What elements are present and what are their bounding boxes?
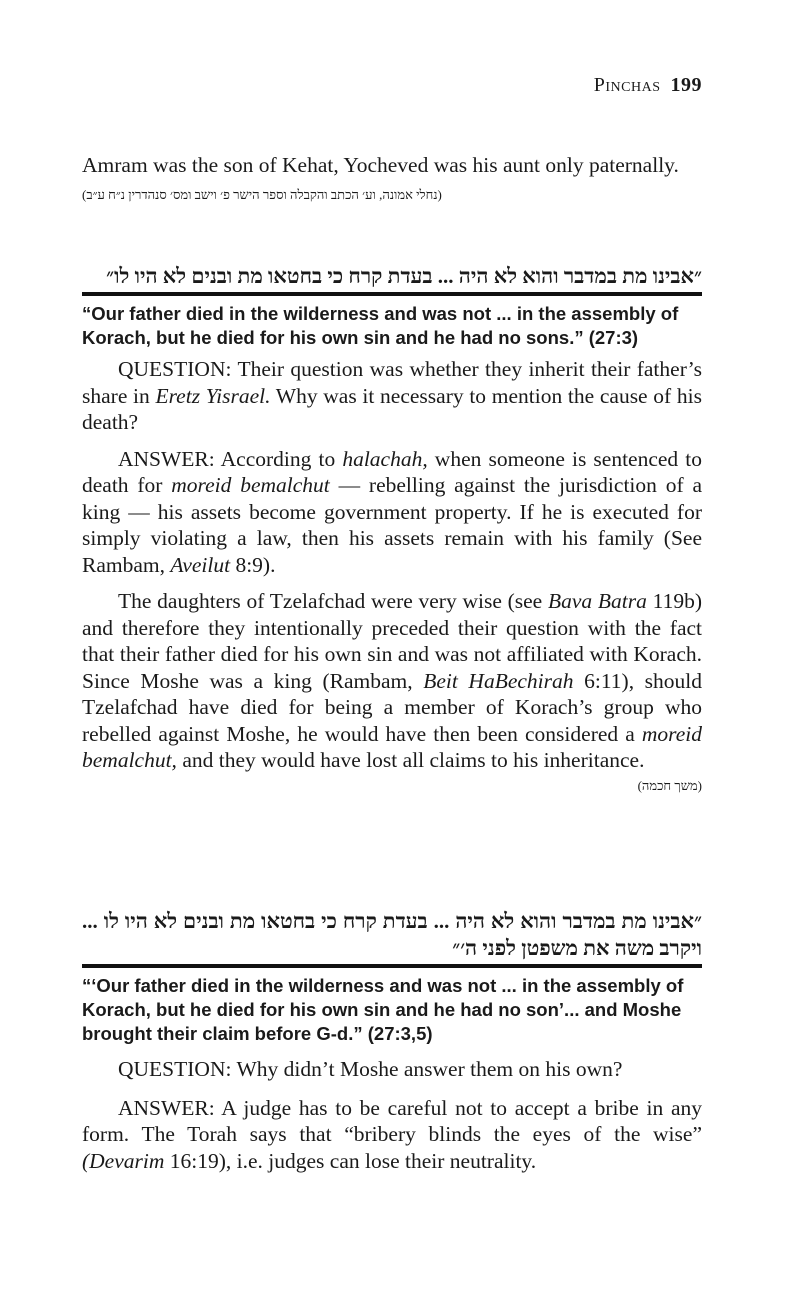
text-run: 119b) and therefore they intentionally preceded their question with the fact that their father died for his own sin and was not affiliated with Korach. Since Moshe was a king (Rambam, [82,589,702,693]
intro-source: (נחלי אמונה, וע׳ הכתב והקבלה וספר הישר פ׳ וישב ומס׳ סנהדרין נ״ח ע״ב) [82,186,442,202]
italic-term: moreid bemalchut [171,473,330,497]
italic-term: Beit HaBechirah [423,668,574,693]
answer-label: ANSWER: [118,1095,215,1120]
italic-term: Aveilut [170,552,231,577]
section-1-source: (משך חכמה) [637,777,702,793]
text-run: when someone is sentenced to death for [82,446,702,497]
running-header-title: Pinchas [593,74,661,96]
section-1 [82,263,702,794]
text-run: According to [214,446,343,471]
section-2 [82,908,702,1174]
text-run: Why didn’t Moshe answer them on his own? [231,1057,623,1081]
section-2-divider [82,964,702,968]
answer-label: ANSWER: [118,446,215,471]
text-run: Why was it necessary to mention the cause of his death? [82,383,702,434]
question-label: QUESTION: [118,357,232,381]
text-run: and they would have lost all claims to his inheritance. [176,748,645,772]
text-run: 16:19), i.e. judges can lose their neutrality. [164,1148,537,1173]
intro-paragraph: Amram was the son of Kehat, Yocheved was his aunt only paternally. [82,153,679,177]
section-1-question [82,356,702,436]
section-1-paragraph-3 [82,588,702,774]
running-header [594,74,702,97]
page-number: 199 [670,74,702,96]
section-2-english-heading: “‘Our father died in the wilderness and was not ... in the assembly of Korach, but he died for his own sin and he had no son’... and Moshe brought their claim before G-d.” (27:3,5) [82,975,684,1044]
section-2-question [82,1056,702,1083]
text-run: A judge has to be careful not to accept a bribe in any form. The Torah says that “bribery blinds the eyes of the wise” [82,1095,702,1146]
question-label: QUESTION: [118,1057,232,1081]
book-page [82,0,702,1300]
text-run: Their question was whether they inherit their father’s share in [82,357,702,408]
section-1-english-heading: “Our father died in the wilderness and was not ... in the assembly of Korach, but he died for his own sin and he had no sons.” (27:3) [82,303,679,348]
section-1-answer [82,446,702,579]
intro-block [82,152,702,203]
italic-term: halachah, [342,446,428,471]
section-1-hebrew-heading: ״אבינו מת במדבר והוא לא היה ... בעדת קרח כי בחטאו מת ובנים לא היו לו״ [106,264,702,288]
text-run: 8:9). [230,552,276,577]
italic-term: Bava Batra [547,589,647,613]
text-run: The daughters of Tzelafchad were very wise (see [118,589,548,613]
text-run: — rebelling against the jurisdiction of a king — his assets become government property. If he is executed for simply violating a law, then his assets remain with his family (See Rambam, [82,473,702,577]
section-1-divider [82,292,702,296]
section-2-answer [82,1095,702,1175]
section-2-hebrew-heading: ״אבינו מת במדבר והוא לא היה ... בעדת קרח כי בחטאו מת ובנים לא היו לו ... ויקרב משה את משפטן לפני ה׳״ [82,909,702,960]
italic-term: Eretz Yisrael. [155,383,271,408]
text-run: 6:11), should Tzelafchad have died for being a member of Korach’s group who rebelled against Moshe, he would have then been considered a [82,668,702,746]
italic-term: (Devarim [82,1148,165,1173]
italic-term: moreid bemalchut, [82,721,702,772]
